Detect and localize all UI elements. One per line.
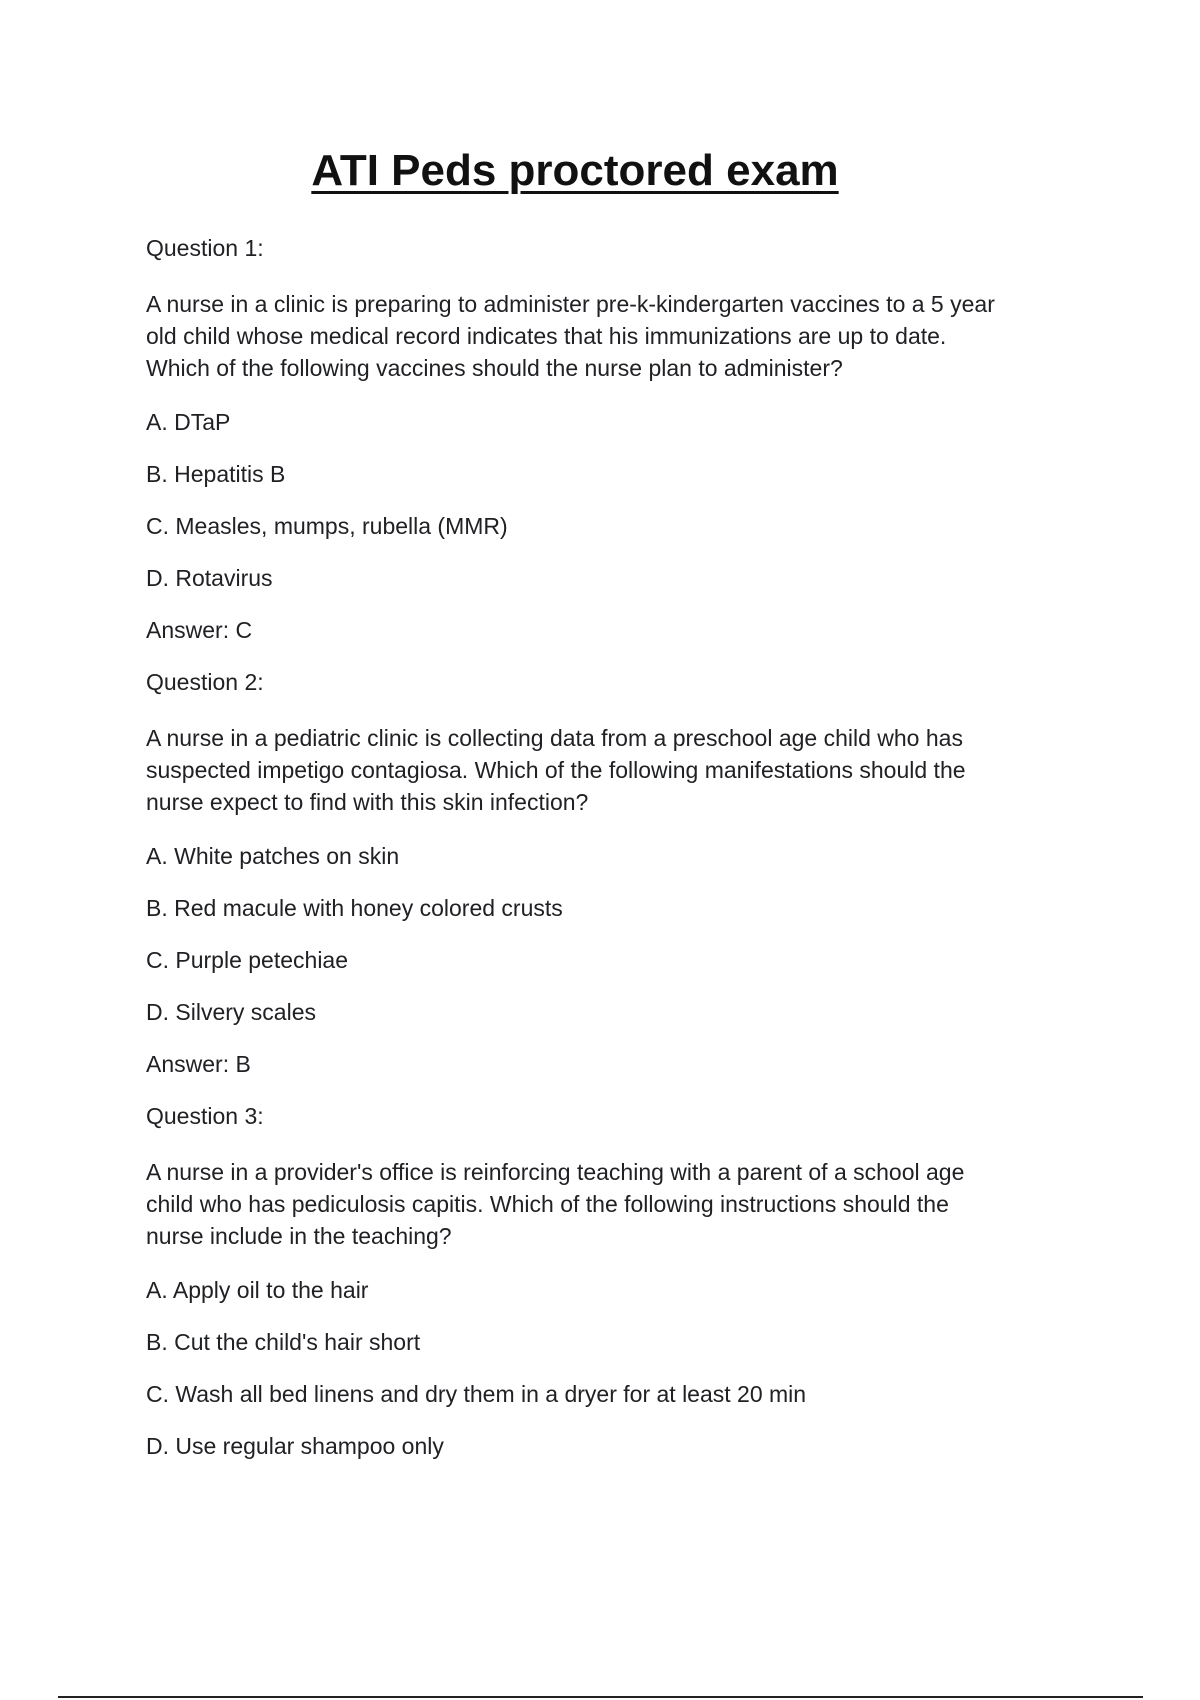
page-title: ATI Peds proctored exam xyxy=(311,146,839,195)
stem-line: Which of the following vaccines should the nurse plan to administer? xyxy=(146,355,843,381)
stem-line: suspected impetigo contagiosa. Which of the following manifestations should the xyxy=(146,757,966,783)
answer-key: Answer: B xyxy=(146,1051,251,1077)
stem-line: nurse expect to find with this skin infection? xyxy=(146,789,589,815)
answer-option-d: D. Use regular shampoo only xyxy=(146,1433,444,1459)
question-3 xyxy=(146,1100,1046,1462)
question-label: Question 3: xyxy=(146,1103,264,1129)
answer-option-d: D. Rotavirus xyxy=(146,565,273,591)
answer-option-c: C. Measles, mumps, rubella (MMR) xyxy=(146,513,508,539)
question-label: Question 2: xyxy=(146,669,264,695)
answer-option-b: B. Cut the child's hair short xyxy=(146,1329,421,1355)
question-stem xyxy=(146,722,1046,818)
stem-line: old child whose medical record indicates that his immunizations are up to date. xyxy=(146,323,947,349)
stem-line: A nurse in a provider's office is reinforcing teaching with a parent of a school age xyxy=(146,1159,965,1185)
stem-line: A nurse in a clinic is preparing to administer pre-k-kindergarten vaccines to a 5 year xyxy=(146,291,995,317)
question-1 xyxy=(146,232,1046,646)
question-stem xyxy=(146,1156,1046,1252)
page-footer-divider xyxy=(58,1696,1143,1698)
answer-option-c: C. Wash all bed linens and dry them in a dryer for at least 20 min xyxy=(146,1381,807,1407)
answer-option-a: A. Apply oil to the hair xyxy=(146,1277,369,1303)
question-list xyxy=(146,232,1046,1462)
stem-line: child who has pediculosis capitis. Which of the following instructions should the xyxy=(146,1191,949,1217)
stem-line: A nurse in a pediatric clinic is collecting data from a preschool age child who has xyxy=(146,725,963,751)
answer-option-b: B. Red macule with honey colored crusts xyxy=(146,895,563,921)
question-label: Question 1: xyxy=(146,235,264,261)
answer-option-a: A. White patches on skin xyxy=(146,843,400,869)
answer-option-a: A. DTaP xyxy=(146,409,231,435)
stem-line: nurse include in the teaching? xyxy=(146,1223,452,1249)
answer-option-b: B. Hepatitis B xyxy=(146,461,286,487)
answer-option-d: D. Silvery scales xyxy=(146,999,316,1025)
question-stem xyxy=(146,288,1046,384)
answer-option-c: C. Purple petechiae xyxy=(146,947,349,973)
answer-key: Answer: C xyxy=(146,617,253,643)
question-2 xyxy=(146,666,1046,1080)
